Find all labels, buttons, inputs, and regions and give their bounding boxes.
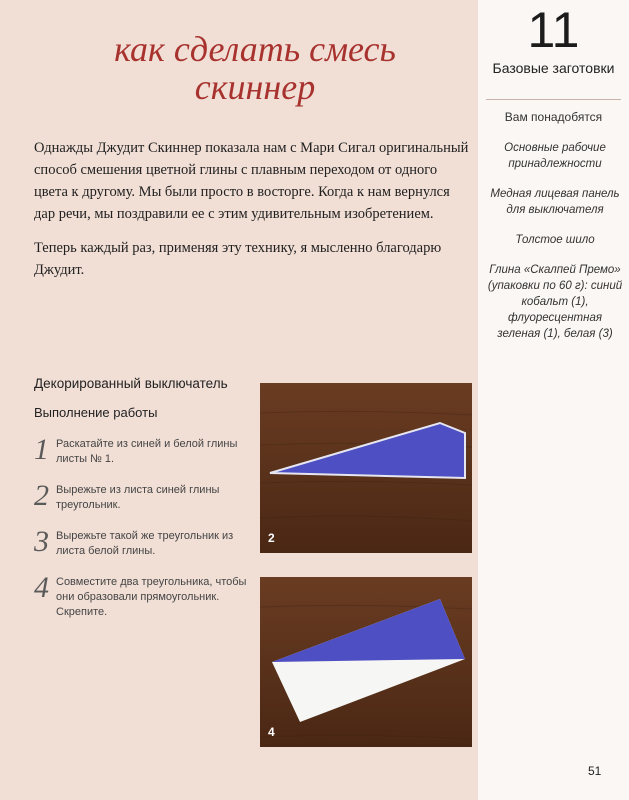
photo-illustration xyxy=(260,577,472,747)
step-text: Вырежьте такой же треугольник из листа белой глины. xyxy=(56,530,234,557)
step-item xyxy=(34,571,254,620)
step-number: 4 xyxy=(34,571,49,604)
materials-list xyxy=(486,140,624,356)
intro-paragraph: Теперь каждый раз, применяя эту технику, я мысленно благодарю Джудит. xyxy=(34,240,442,278)
step-photo-blue-triangle xyxy=(260,383,472,553)
step-text: Вырежьте из листа синей глины треугольник. xyxy=(56,484,220,511)
project-title: Декорированный выключатель xyxy=(34,376,228,391)
steps-heading: Выполнение работы xyxy=(34,405,158,420)
page-number: 51 xyxy=(588,764,602,778)
materials-item: Основные рабочие принадлежности xyxy=(504,142,606,170)
step-item xyxy=(34,479,254,528)
materials-heading: Вам понадобятся xyxy=(504,110,603,124)
chapter-number: 11 xyxy=(527,2,580,58)
step-text: Раскатайте из синей и белой глины листы № 1. xyxy=(56,438,238,465)
blue-clay-triangle xyxy=(272,599,465,662)
step-number: 2 xyxy=(34,479,49,512)
photo-illustration xyxy=(260,383,472,553)
materials-item: Глина «Скалпей Премо» (упаковки по 60 г): синий кобальт (1), флуоресцентная зеленая (1), белая (3) xyxy=(487,264,623,340)
step-number: 1 xyxy=(34,433,49,466)
chapter-title: Базовые заготовки xyxy=(492,60,615,76)
blue-clay-triangle xyxy=(270,423,465,478)
step-number: 3 xyxy=(34,525,49,558)
intro-text xyxy=(34,137,472,293)
photo-label: 4 xyxy=(268,725,275,739)
step-text: Совместите два треугольника, чтобы они образовали прямоугольник. Скрепите. xyxy=(56,576,247,618)
page-title: как сделать смесь скиннер xyxy=(114,29,396,107)
intro-paragraph: Однажды Джудит Скиннер показала нам с Мари Сигал оригинальный способ смешения цветной глины с плавным переходом от одного цвета к другому. Мы были просто в восторге. Когда к нам вернулся дар речи, мы поздравили ее с этим удивительным изобретением. xyxy=(34,140,469,222)
step-photo-two-triangles xyxy=(260,577,472,747)
sidebar-divider xyxy=(486,99,621,100)
materials-item: Толстое шило xyxy=(515,234,595,246)
step-item xyxy=(34,525,254,574)
step-item xyxy=(34,433,254,482)
photo-label: 2 xyxy=(268,531,275,545)
materials-item: Медная лицевая панель для выключателя xyxy=(490,188,620,216)
steps-list xyxy=(34,433,254,620)
